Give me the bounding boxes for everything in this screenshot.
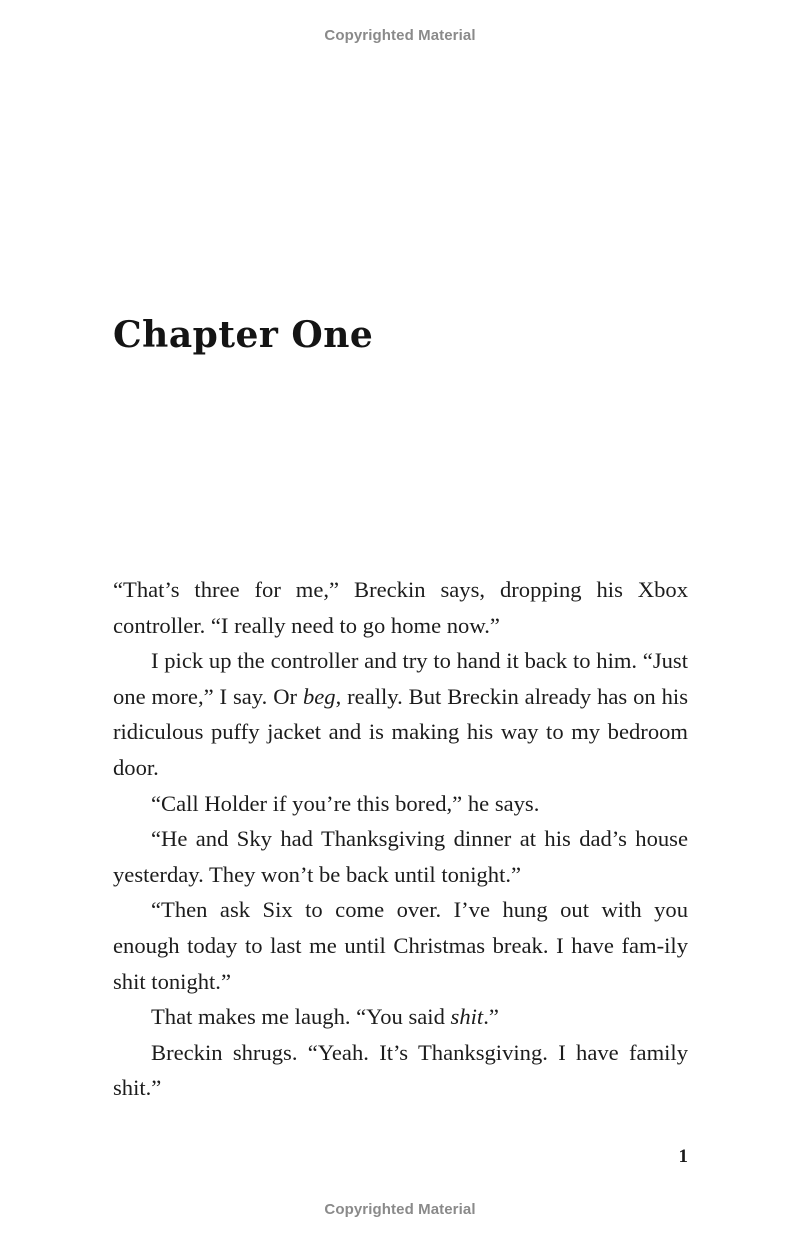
paragraph-text: .” — [483, 1004, 499, 1030]
paragraph: “Then ask Six to come over. I’ve hung out with you enough today to last me until Christmas break. I have fam-ily shit tonight.” — [113, 897, 688, 994]
paragraph-text: , really. But Breckin already has on his ridiculous puffy jacket and is making his way to my bedroom door. — [113, 683, 688, 780]
paragraph-text: I pick up the controller and try to hand it back to him. “Just one more,” I say. Or — [113, 648, 688, 709]
chapter-body — [113, 572, 688, 1106]
paragraph — [113, 999, 688, 1035]
paragraph-text: That makes me laugh. “You said — [151, 1004, 451, 1030]
paragraph — [113, 643, 688, 785]
copyright-watermark-bottom: Copyrighted Material — [324, 1201, 476, 1218]
page-number: 1 — [678, 1146, 688, 1167]
paragraph: “Call Holder if you’re this bored,” he says. — [151, 790, 540, 816]
paragraph: “He and Sky had Thanksgiving dinner at his dad’s house yesterday. They won’t be back until tonight.” — [113, 826, 688, 887]
copyright-watermark-top: Copyrighted Material — [324, 27, 476, 44]
paragraph: Breckin shrugs. “Yeah. It’s Thanksgiving. I have family shit.” — [113, 1039, 688, 1101]
paragraph: “That’s three for me,” Breckin says, dropping his Xbox controller. “I really need to go home now.” — [113, 577, 688, 638]
chapter-title: Chapter One — [113, 314, 374, 356]
emphasis-text: beg — [302, 683, 336, 709]
emphasis-text: shit — [450, 1004, 484, 1030]
